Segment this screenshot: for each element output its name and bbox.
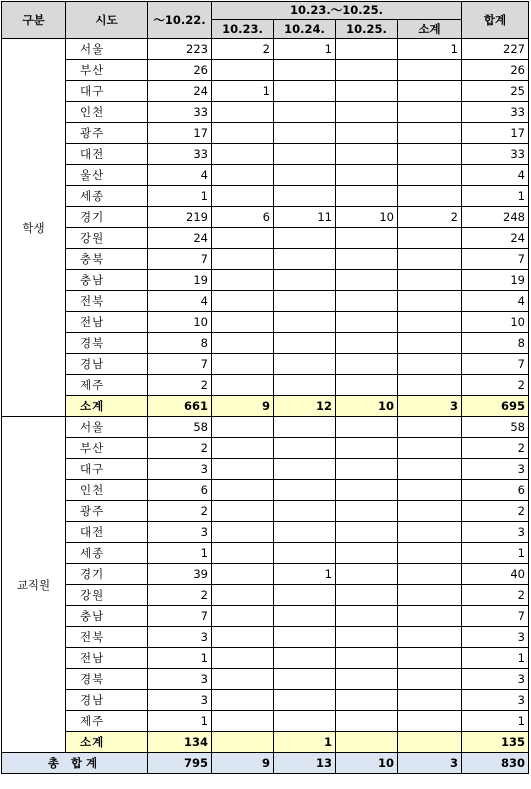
- table-row: [2, 480, 529, 501]
- cell-d2: [274, 669, 336, 690]
- cell-d3: [336, 669, 398, 690]
- region-name: 세종: [66, 186, 148, 207]
- region-name: 대구: [66, 459, 148, 480]
- subtotal-label: 소계: [66, 396, 148, 417]
- cell-until: 1: [148, 648, 212, 669]
- table-row: [2, 438, 529, 459]
- cell-sub: [398, 186, 462, 207]
- region-name: 세종: [66, 543, 148, 564]
- cell-total: 248: [462, 207, 529, 228]
- cell-d1: [212, 312, 274, 333]
- region-name: 경기: [66, 207, 148, 228]
- cell-d1: [212, 585, 274, 606]
- cell-sub: [398, 228, 462, 249]
- region-name: 서울: [66, 39, 148, 60]
- cell-d2: [274, 711, 336, 732]
- cell-d3: [336, 333, 398, 354]
- cell-d3: [336, 648, 398, 669]
- cell-d2: 11: [274, 207, 336, 228]
- group-label: 학생: [2, 39, 66, 417]
- region-name: 강원: [66, 228, 148, 249]
- cell-total: 7: [462, 249, 529, 270]
- region-name: 경남: [66, 690, 148, 711]
- cell-d3: [336, 480, 398, 501]
- cell-total: 24: [462, 228, 529, 249]
- region-name: 대전: [66, 144, 148, 165]
- cell-sub: [398, 690, 462, 711]
- table-row: [2, 207, 529, 228]
- cell-d2: [274, 144, 336, 165]
- cell-d3: 10: [336, 207, 398, 228]
- cell-until: 134: [148, 732, 212, 753]
- table-row: [2, 690, 529, 711]
- cell-sub: [398, 354, 462, 375]
- cell-total: 6: [462, 480, 529, 501]
- cell-total: 58: [462, 417, 529, 438]
- cell-d1: [212, 417, 274, 438]
- cell-d3: [336, 60, 398, 81]
- cell-total: 4: [462, 291, 529, 312]
- cell-total: 33: [462, 144, 529, 165]
- region-name: 광주: [66, 123, 148, 144]
- cell-d1: [212, 333, 274, 354]
- region-name: 충남: [66, 270, 148, 291]
- cell-until: 7: [148, 606, 212, 627]
- table-row: [2, 522, 529, 543]
- region-name: 제주: [66, 375, 148, 396]
- cell-d3: [336, 711, 398, 732]
- cell-d3: [336, 123, 398, 144]
- cell-sub: [398, 606, 462, 627]
- cell-total: 33: [462, 102, 529, 123]
- cell-d2: 1: [274, 732, 336, 753]
- cell-d2: 1: [274, 39, 336, 60]
- cell-d2: [274, 375, 336, 396]
- cell-d3: [336, 39, 398, 60]
- cell-total: 2: [462, 501, 529, 522]
- cell-d2: [274, 228, 336, 249]
- region-name: 울산: [66, 165, 148, 186]
- region-name: 부산: [66, 438, 148, 459]
- cell-d3: [336, 186, 398, 207]
- cell-total: 3: [462, 522, 529, 543]
- cell-total: 3: [462, 459, 529, 480]
- cell-total: 830: [462, 753, 529, 774]
- cell-until: 795: [148, 753, 212, 774]
- cell-d1: [212, 543, 274, 564]
- cell-d2: [274, 165, 336, 186]
- cell-until: 2: [148, 375, 212, 396]
- cell-d1: 9: [212, 753, 274, 774]
- group-label: 교직원: [2, 417, 66, 753]
- cell-sub: [398, 270, 462, 291]
- cell-until: 219: [148, 207, 212, 228]
- region-name: 대구: [66, 81, 148, 102]
- cell-total: 7: [462, 606, 529, 627]
- cell-d2: 12: [274, 396, 336, 417]
- cell-sub: [398, 438, 462, 459]
- cell-until: 26: [148, 60, 212, 81]
- header-day-1: 10.23.: [212, 20, 274, 39]
- cell-d2: [274, 480, 336, 501]
- cell-sub: [398, 60, 462, 81]
- table-row: [2, 606, 529, 627]
- cell-d1: [212, 123, 274, 144]
- cell-d1: [212, 501, 274, 522]
- cell-until: 223: [148, 39, 212, 60]
- grand-total-row: [2, 753, 529, 774]
- cell-until: 2: [148, 438, 212, 459]
- cell-sub: 3: [398, 753, 462, 774]
- cell-d2: [274, 249, 336, 270]
- cell-d2: 1: [274, 564, 336, 585]
- table-row: [2, 564, 529, 585]
- cell-total: 40: [462, 564, 529, 585]
- cell-d3: [336, 564, 398, 585]
- cell-d3: [336, 375, 398, 396]
- cell-d3: [336, 417, 398, 438]
- cell-until: 1: [148, 543, 212, 564]
- cell-d3: [336, 228, 398, 249]
- cell-sub: [398, 249, 462, 270]
- header-category: 구분: [2, 2, 66, 39]
- cell-until: 4: [148, 165, 212, 186]
- grand-total-label: 총 합계: [2, 753, 148, 774]
- cell-total: 8: [462, 333, 529, 354]
- cell-total: 2: [462, 438, 529, 459]
- cell-until: 6: [148, 480, 212, 501]
- cell-until: 3: [148, 459, 212, 480]
- cell-d1: [212, 228, 274, 249]
- cell-d2: [274, 354, 336, 375]
- subtotal-row: [2, 732, 529, 753]
- region-name: 광주: [66, 501, 148, 522]
- cell-sub: [398, 312, 462, 333]
- cell-total: 26: [462, 60, 529, 81]
- cell-total: 1: [462, 543, 529, 564]
- table-row: [2, 39, 529, 60]
- header-subtotal: 소계: [398, 20, 462, 39]
- region-name: 서울: [66, 417, 148, 438]
- cell-d2: [274, 438, 336, 459]
- cell-d1: [212, 438, 274, 459]
- cell-until: 7: [148, 354, 212, 375]
- table-row: [2, 144, 529, 165]
- cell-sub: [398, 375, 462, 396]
- region-name: 경북: [66, 669, 148, 690]
- cell-sub: 1: [398, 39, 462, 60]
- cell-sub: [398, 627, 462, 648]
- cell-d2: [274, 291, 336, 312]
- cell-until: 3: [148, 669, 212, 690]
- cell-d3: [336, 543, 398, 564]
- region-name: 경북: [66, 333, 148, 354]
- header-total: 합계: [462, 2, 529, 39]
- cell-total: 4: [462, 165, 529, 186]
- cell-d1: [212, 291, 274, 312]
- cell-d2: [274, 627, 336, 648]
- region-name: 인천: [66, 102, 148, 123]
- cell-d3: [336, 354, 398, 375]
- cell-total: 227: [462, 39, 529, 60]
- cell-d1: 9: [212, 396, 274, 417]
- cell-d1: [212, 60, 274, 81]
- cell-d2: [274, 102, 336, 123]
- cell-d2: [274, 81, 336, 102]
- cell-d1: [212, 564, 274, 585]
- cell-total: 695: [462, 396, 529, 417]
- cell-d1: 1: [212, 81, 274, 102]
- cell-d2: [274, 690, 336, 711]
- cell-sub: [398, 291, 462, 312]
- cell-until: 2: [148, 501, 212, 522]
- cell-sub: [398, 165, 462, 186]
- cell-d3: [336, 690, 398, 711]
- table-row: [2, 375, 529, 396]
- cell-d1: [212, 144, 274, 165]
- cell-sub: [398, 522, 462, 543]
- table-row: [2, 648, 529, 669]
- region-name: 강원: [66, 585, 148, 606]
- cell-sub: [398, 669, 462, 690]
- cell-d2: [274, 60, 336, 81]
- cell-total: 19: [462, 270, 529, 291]
- cell-sub: [398, 102, 462, 123]
- table-body: [2, 39, 529, 774]
- table-row: [2, 81, 529, 102]
- cell-until: 3: [148, 690, 212, 711]
- subtotal-row: [2, 396, 529, 417]
- cell-d3: [336, 438, 398, 459]
- cell-d1: [212, 270, 274, 291]
- cell-total: 135: [462, 732, 529, 753]
- cell-sub: [398, 144, 462, 165]
- cell-until: 2: [148, 585, 212, 606]
- cell-d1: [212, 102, 274, 123]
- table-row: [2, 543, 529, 564]
- cell-total: 2: [462, 375, 529, 396]
- table-row: [2, 417, 529, 438]
- cell-d2: [274, 522, 336, 543]
- cell-sub: [398, 333, 462, 354]
- cell-until: 661: [148, 396, 212, 417]
- cell-total: 3: [462, 627, 529, 648]
- cell-d1: [212, 165, 274, 186]
- cell-d3: [336, 606, 398, 627]
- header-until: ～10.22.: [148, 2, 212, 39]
- cell-until: 58: [148, 417, 212, 438]
- cell-d1: [212, 648, 274, 669]
- region-name: 충남: [66, 606, 148, 627]
- cell-until: 3: [148, 627, 212, 648]
- table-row: [2, 249, 529, 270]
- cell-d1: [212, 459, 274, 480]
- cell-d1: [212, 606, 274, 627]
- table-row: [2, 60, 529, 81]
- table-row: [2, 270, 529, 291]
- header-region: 시도: [66, 2, 148, 39]
- cell-d2: [274, 648, 336, 669]
- region-name: 인천: [66, 480, 148, 501]
- cell-total: 1: [462, 648, 529, 669]
- table-row: [2, 228, 529, 249]
- cell-d1: [212, 375, 274, 396]
- cell-until: 1: [148, 711, 212, 732]
- cell-d3: [336, 522, 398, 543]
- cell-until: 24: [148, 228, 212, 249]
- cell-d3: [336, 102, 398, 123]
- table-row: [2, 312, 529, 333]
- header-day-2: 10.24.: [274, 20, 336, 39]
- region-name: 부산: [66, 60, 148, 81]
- cell-until: 4: [148, 291, 212, 312]
- cell-d1: 6: [212, 207, 274, 228]
- cell-sub: [398, 564, 462, 585]
- cell-sub: 3: [398, 396, 462, 417]
- table-row: [2, 711, 529, 732]
- cell-sub: [398, 711, 462, 732]
- cell-d2: 13: [274, 753, 336, 774]
- cell-d3: [336, 312, 398, 333]
- cell-until: 7: [148, 249, 212, 270]
- region-name: 전남: [66, 312, 148, 333]
- cell-d2: [274, 186, 336, 207]
- cell-sub: [398, 543, 462, 564]
- cell-total: 2: [462, 585, 529, 606]
- cell-total: 7: [462, 354, 529, 375]
- cell-total: 10: [462, 312, 529, 333]
- cell-total: 25: [462, 81, 529, 102]
- region-name: 전남: [66, 648, 148, 669]
- cell-d3: [336, 585, 398, 606]
- cell-until: 19: [148, 270, 212, 291]
- cell-sub: [398, 123, 462, 144]
- table-row: [2, 102, 529, 123]
- table-row: [2, 291, 529, 312]
- cell-d1: 2: [212, 39, 274, 60]
- cell-d1: [212, 354, 274, 375]
- cell-d2: [274, 543, 336, 564]
- cell-d1: [212, 669, 274, 690]
- cell-sub: [398, 459, 462, 480]
- cell-sub: [398, 648, 462, 669]
- subtotal-label: 소계: [66, 732, 148, 753]
- cell-d3: [336, 732, 398, 753]
- cell-until: 39: [148, 564, 212, 585]
- cell-total: 3: [462, 669, 529, 690]
- cell-d3: [336, 165, 398, 186]
- cell-sub: 2: [398, 207, 462, 228]
- table-row: [2, 165, 529, 186]
- table-row: [2, 186, 529, 207]
- table-row: [2, 459, 529, 480]
- table-header: [2, 2, 529, 39]
- region-name: 전북: [66, 291, 148, 312]
- cell-until: 33: [148, 144, 212, 165]
- table-row: [2, 123, 529, 144]
- table-row: [2, 501, 529, 522]
- cell-d1: [212, 249, 274, 270]
- region-name: 경기: [66, 564, 148, 585]
- region-name: 제주: [66, 711, 148, 732]
- cell-d3: 10: [336, 396, 398, 417]
- cell-until: 33: [148, 102, 212, 123]
- cell-d2: [274, 501, 336, 522]
- cell-d1: [212, 711, 274, 732]
- cell-d1: [212, 186, 274, 207]
- header-period: 10.23.～10.25.: [212, 2, 462, 20]
- cell-until: 17: [148, 123, 212, 144]
- cell-d3: 10: [336, 753, 398, 774]
- table-row: [2, 669, 529, 690]
- cell-d1: [212, 522, 274, 543]
- table-row: [2, 627, 529, 648]
- cell-d2: [274, 606, 336, 627]
- cell-d1: [212, 732, 274, 753]
- cell-d3: [336, 627, 398, 648]
- cell-total: 3: [462, 690, 529, 711]
- cell-until: 8: [148, 333, 212, 354]
- cell-d2: [274, 312, 336, 333]
- covid-cases-table: [1, 1, 529, 774]
- cell-until: 3: [148, 522, 212, 543]
- cell-d3: [336, 81, 398, 102]
- cell-d3: [336, 291, 398, 312]
- region-name: 전북: [66, 627, 148, 648]
- cell-d3: [336, 249, 398, 270]
- region-name: 경남: [66, 354, 148, 375]
- cell-d3: [336, 270, 398, 291]
- cell-sub: [398, 501, 462, 522]
- table-row: [2, 585, 529, 606]
- cell-until: 1: [148, 186, 212, 207]
- cell-d1: [212, 480, 274, 501]
- cell-d1: [212, 690, 274, 711]
- cell-until: 10: [148, 312, 212, 333]
- cell-d1: [212, 627, 274, 648]
- cell-d3: [336, 459, 398, 480]
- header-day-3: 10.25.: [336, 20, 398, 39]
- cell-until: 24: [148, 81, 212, 102]
- cell-sub: [398, 480, 462, 501]
- cell-d2: [274, 333, 336, 354]
- table-row: [2, 333, 529, 354]
- cell-total: 17: [462, 123, 529, 144]
- cell-d2: [274, 417, 336, 438]
- cell-sub: [398, 81, 462, 102]
- cell-d2: [274, 459, 336, 480]
- cell-sub: [398, 732, 462, 753]
- region-name: 대전: [66, 522, 148, 543]
- cell-total: 1: [462, 711, 529, 732]
- cell-d3: [336, 144, 398, 165]
- table-row: [2, 354, 529, 375]
- cell-d2: [274, 585, 336, 606]
- cell-total: 1: [462, 186, 529, 207]
- region-name: 충북: [66, 249, 148, 270]
- cell-d2: [274, 123, 336, 144]
- cell-sub: [398, 417, 462, 438]
- cell-d3: [336, 501, 398, 522]
- cell-sub: [398, 585, 462, 606]
- cell-d2: [274, 270, 336, 291]
